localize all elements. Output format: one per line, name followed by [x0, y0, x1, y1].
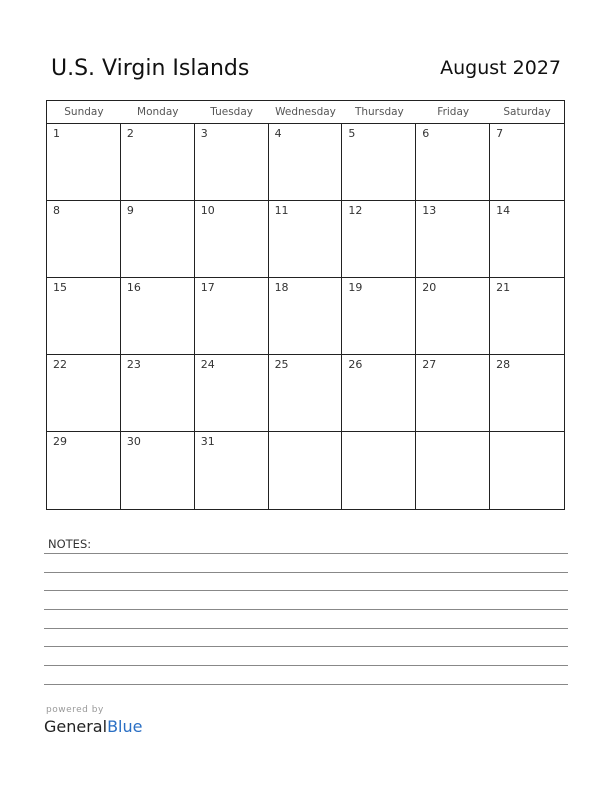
day-cell[interactable] [269, 201, 343, 278]
day-cell[interactable] [121, 201, 195, 278]
day-cell[interactable] [269, 278, 343, 355]
day-cell[interactable] [490, 355, 564, 432]
day-number: 31 [200, 435, 215, 448]
day-cell[interactable] [490, 201, 564, 278]
day-number: 2 [126, 127, 134, 140]
day-number: 16 [126, 281, 141, 294]
notes-line [44, 665, 568, 666]
day-cell[interactable] [121, 355, 195, 432]
day-cell[interactable] [342, 355, 416, 432]
day-number: 3 [200, 127, 208, 140]
brand-blue: Blue [107, 717, 143, 736]
day-number: 15 [53, 281, 67, 294]
day-cell[interactable] [121, 278, 195, 355]
day-cell[interactable] [269, 432, 343, 509]
notes-label: NOTES: [48, 537, 92, 551]
day-number: 1 [53, 127, 60, 140]
day-cell[interactable] [47, 432, 121, 509]
day-cell[interactable] [47, 355, 121, 432]
day-cell[interactable] [121, 432, 195, 509]
weekday-wednesday: Wednesday [275, 106, 336, 118]
weekday-friday: Friday [437, 106, 470, 118]
day-cell[interactable] [269, 124, 343, 201]
day-cell[interactable] [490, 124, 564, 201]
day-number: 17 [200, 281, 215, 294]
notes-line [44, 572, 568, 573]
day-number: 22 [53, 358, 67, 371]
weekday-header [47, 101, 564, 124]
weekday-tuesday: Tuesday [210, 106, 253, 118]
notes-line [44, 684, 568, 685]
day-number: 21 [496, 281, 511, 294]
day-number: 8 [53, 204, 60, 217]
calendar-grid [46, 100, 565, 510]
day-cell[interactable] [47, 201, 121, 278]
day-number: 9 [126, 204, 134, 217]
day-number: 30 [126, 435, 141, 448]
day-number: 12 [348, 204, 363, 217]
day-cell[interactable] [269, 355, 343, 432]
day-cell[interactable] [342, 278, 416, 355]
weekday-sunday: Sunday [64, 106, 104, 118]
day-number: 19 [348, 281, 363, 294]
day-number: 24 [200, 358, 215, 371]
brand-logo[interactable] [44, 717, 142, 736]
day-cell[interactable] [195, 124, 269, 201]
day-cell[interactable] [195, 201, 269, 278]
month-title: August 2027 [440, 57, 561, 79]
days-grid [47, 124, 564, 509]
page-title: U.S. Virgin Islands [51, 56, 250, 81]
day-cell[interactable] [195, 432, 269, 509]
weekday-monday: Monday [137, 106, 179, 118]
day-cell[interactable] [195, 355, 269, 432]
day-number: 10 [200, 204, 215, 217]
day-number: 20 [422, 281, 437, 294]
brand-general: General [44, 717, 108, 736]
day-number: 4 [274, 127, 282, 140]
day-number: 13 [422, 204, 437, 217]
notes-line [44, 628, 568, 629]
notes-line [44, 590, 568, 591]
day-cell[interactable] [416, 432, 490, 509]
day-number: 5 [348, 127, 356, 140]
day-cell[interactable] [121, 124, 195, 201]
day-cell[interactable] [416, 278, 490, 355]
day-cell[interactable] [342, 124, 416, 201]
day-number: 18 [274, 281, 289, 294]
day-number: 29 [53, 435, 67, 448]
day-number: 23 [126, 358, 141, 371]
weekday-thursday: Thursday [354, 106, 404, 118]
powered-by-text: powered by [46, 705, 104, 715]
day-cell[interactable] [490, 432, 564, 509]
day-cell[interactable] [195, 278, 269, 355]
weekday-saturday: Saturday [503, 106, 551, 118]
notes-line [44, 646, 568, 647]
day-cell[interactable] [416, 201, 490, 278]
day-cell[interactable] [342, 432, 416, 509]
day-number: 28 [496, 358, 511, 371]
day-cell[interactable] [490, 278, 564, 355]
day-cell[interactable] [416, 124, 490, 201]
day-number: 26 [348, 358, 363, 371]
day-cell[interactable] [47, 124, 121, 201]
day-number: 25 [274, 358, 289, 371]
day-cell[interactable] [416, 355, 490, 432]
notes-line [44, 553, 568, 554]
notes-line [44, 609, 568, 610]
day-number: 14 [496, 204, 511, 217]
day-cell[interactable] [47, 278, 121, 355]
day-number: 27 [422, 358, 437, 371]
day-cell[interactable] [342, 201, 416, 278]
day-number: 6 [422, 127, 430, 140]
day-number: 11 [274, 204, 289, 217]
day-number: 7 [496, 127, 504, 140]
